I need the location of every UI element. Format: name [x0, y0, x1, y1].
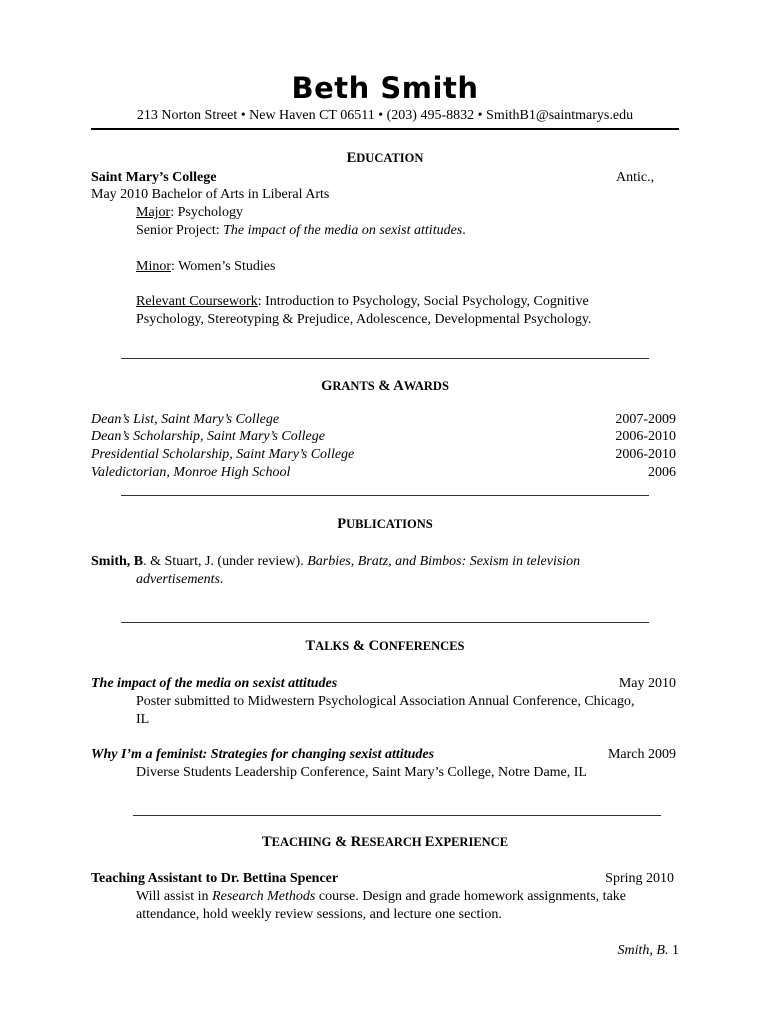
talk-detail-line2: IL [136, 712, 150, 727]
contact-phone: (203) 495-8832 [386, 108, 475, 123]
award-years: 2006-2010 [615, 429, 676, 444]
award-title: Valedictorian, Monroe High School [91, 465, 291, 480]
talks-heading: TALKS & CONFERENCES [305, 638, 465, 654]
publication-entry: Smith, B. & Stuart, J. (under review). Barbies, Bratz, and Bimbos: Sexism in television [91, 554, 581, 569]
senior-project: Senior Project: The impact of the media on sexist attitudes. [136, 223, 466, 238]
minor: Minor: Women’s Studies [136, 259, 276, 274]
major: Major: Psychology [136, 205, 243, 220]
contact-email: SmithB1@saintmarys.edu [486, 108, 634, 123]
talk-detail: Poster submitted to Midwestern Psychological Association Annual Conference, Chicago, [136, 694, 635, 709]
position-title: Teaching Assistant to Dr. Bettina Spencer [91, 871, 339, 886]
position-date: Spring 2010 [605, 871, 674, 886]
talk-title: Why I’m a feminist: Strategies for changing sexist attitudes [91, 747, 435, 762]
education-heading: EDUCATION [346, 150, 424, 166]
publication-entry-line2: advertisements. [136, 572, 224, 587]
section-divider [121, 358, 649, 359]
publications-heading: PUBLICATIONS [337, 516, 433, 532]
section-divider [133, 815, 661, 816]
award-years: 2006 [648, 465, 676, 480]
section-divider [121, 622, 649, 623]
talk-title: The impact of the media on sexist attitudes [91, 676, 338, 691]
coursework: Relevant Coursework: Introduction to Psychology, Social Psychology, Cognitive [136, 294, 589, 309]
grants-heading: GRANTS & AWARDS [321, 378, 449, 394]
resume-name: Beth Smith [291, 71, 479, 105]
page-footer: Smith, B. 1 [617, 943, 679, 958]
teaching-heading: TEACHING & RESEARCH EXPERIENCE [261, 834, 509, 850]
contact-line: 213 Norton Street • New Haven CT 06511 • (203) 495-8832 • SmithB1@saintmarys.edu [136, 108, 634, 123]
school-location: Antic., [616, 170, 655, 185]
award-title: Presidential Scholarship, Saint Mary’s College [91, 447, 355, 462]
award-title: Dean’s List, Saint Mary’s College [91, 412, 280, 427]
contact-city: New Haven CT 06511 [249, 108, 375, 123]
position-description-line2: attendance, hold weekly review sessions, and lecture one section. [136, 907, 502, 922]
school-name: Saint Mary’s College [91, 170, 217, 185]
award-years: 2007-2009 [615, 412, 676, 427]
award-title: Dean’s Scholarship, Saint Mary’s College [91, 429, 325, 444]
section-divider [121, 495, 649, 496]
coursework-line2: Psychology, Stereotyping & Prejudice, Adolescence, Developmental Psychology. [136, 312, 592, 327]
contact-address: 213 Norton Street [136, 108, 238, 123]
talk-date: March 2009 [607, 747, 676, 762]
degree: May 2010 Bachelor of Arts in Liberal Arts [91, 187, 330, 202]
position-description: Will assist in Research Methods course. Design and grade homework assignments, take [136, 889, 626, 904]
header-rule [91, 128, 679, 130]
talk-date: May 2010 [618, 676, 676, 691]
talk-detail: Diverse Students Leadership Conference, Saint Mary’s College, Notre Dame, IL [136, 765, 587, 780]
award-years: 2006-2010 [615, 447, 676, 462]
